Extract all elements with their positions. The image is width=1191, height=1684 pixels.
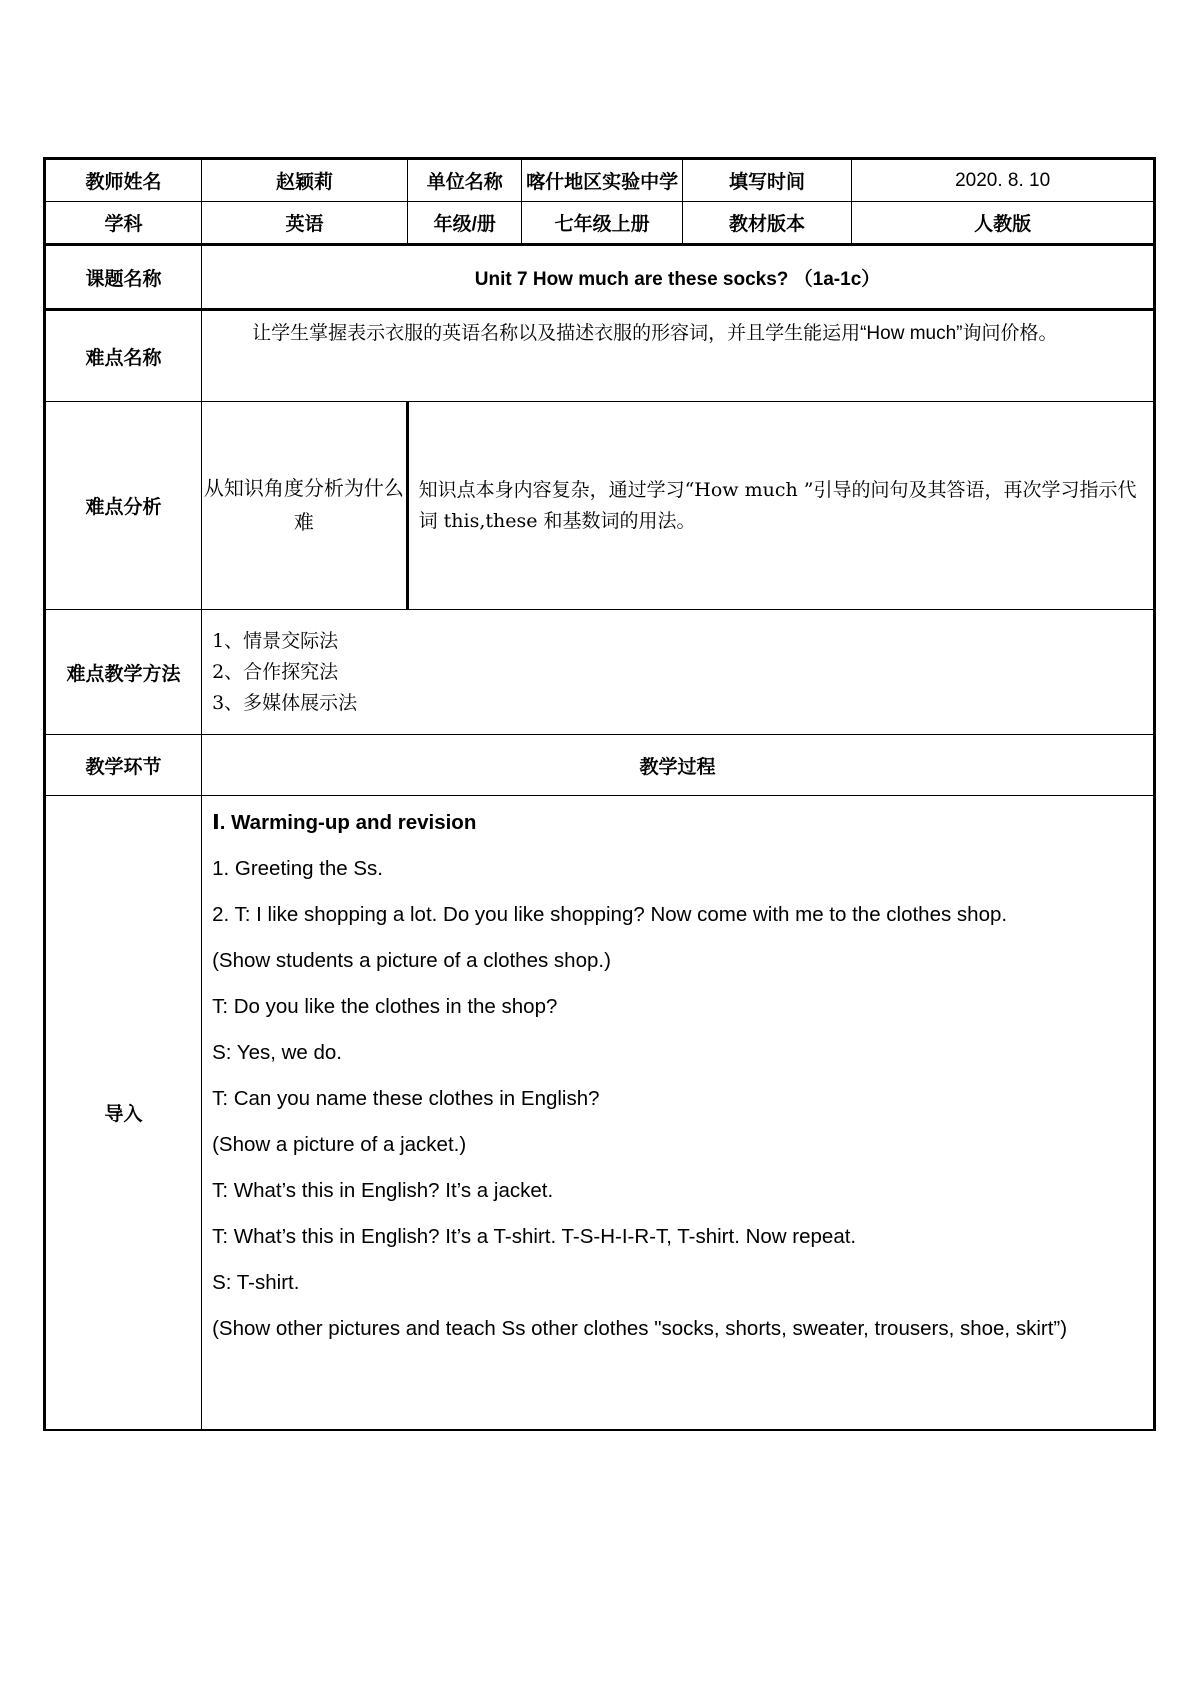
intro-stage-label: 导入 [45,796,202,1430]
difficulty-row [45,310,1155,402]
analysis-label: 难点分析 [45,402,202,610]
teacher-name-value: 赵颖莉 [202,159,408,202]
methods-label: 难点教学方法 [45,610,202,735]
process-line: (Show students a picture of a clothes shop.) [212,949,611,972]
analysis-sub-label: 从知识角度分析为什么难 [202,402,407,609]
analysis-inner-table [202,402,1153,609]
process-line: 2. T: I like shopping a lot. Do you like shopping? Now come with me to the clothes shop. [212,903,1008,926]
process-line: 1. Greeting the Ss. [212,857,384,880]
process-line: T: What’s this in English? It’s a jacket. [212,1179,554,1202]
process-line: T: Can you name these clothes in English? [212,1087,600,1110]
subject-label: 学科 [45,202,202,245]
edition-value: 人教版 [852,202,1155,245]
process-line: T: What’s this in English? It’s a T-shirt. T-S-H-I-R-T, T-shirt. Now repeat. [212,1225,857,1248]
grade-value: 七年级上册 [522,202,682,245]
lesson-label: 课题名称 [45,245,202,310]
analysis-row [45,402,1155,610]
intro-row [45,796,1155,1430]
method-item: 3、多媒体展示法 [212,691,358,714]
process-line: S: Yes, we do. [212,1041,343,1064]
lesson-plan-table [43,157,1156,1431]
teacher-name-label: 教师姓名 [45,159,202,202]
methods-list [202,610,1155,735]
header-row-2 [45,202,1155,245]
process-header-row [45,735,1155,796]
process-line: T: Do you like the clothes in the shop? [212,995,558,1018]
grade-label: 年级/册 [408,202,522,245]
header-row-1 [45,159,1155,202]
subject-value: 英语 [202,202,408,245]
stage-header: 教学环节 [45,735,202,796]
lesson-row [45,245,1155,310]
process-line: S: T-shirt. [212,1271,300,1294]
date-label: 填写时间 [682,159,852,202]
analysis-cell [202,402,1155,610]
lesson-title: Unit 7 How much are these socks? （1a-1c） [202,245,1155,310]
methods-row [45,610,1155,735]
process-line: (Show other pictures and teach Ss other clothes "socks, shorts, sweater, trousers, shoe, skirt”) [212,1317,1068,1340]
difficulty-label: 难点名称 [45,310,202,402]
section-title: Ⅰ. Warming-up and revision [212,811,477,834]
unit-name-label: 单位名称 [408,159,522,202]
edition-label: 教材版本 [682,202,852,245]
method-item: 1、情景交际法 [212,629,339,652]
process-header: 教学过程 [202,735,1155,796]
difficulty-text: 让学生掌握表示衣服的英语名称以及描述衣服的形容词，并且学生能运用“How much”询问价格。 [202,310,1155,402]
date-value: 2020. 8. 10 [852,159,1155,202]
unit-name-value: 喀什地区实验中学 [522,159,682,202]
method-item: 2、合作探究法 [212,660,339,683]
intro-process [202,796,1155,1430]
analysis-text: 知识点本身内容复杂，通过学习“How much ”引导的问句及其答语，再次学习指示代词 this,these 和基数词的用法。 [418,478,1137,532]
process-line: (Show a picture of a jacket.) [212,1133,467,1156]
